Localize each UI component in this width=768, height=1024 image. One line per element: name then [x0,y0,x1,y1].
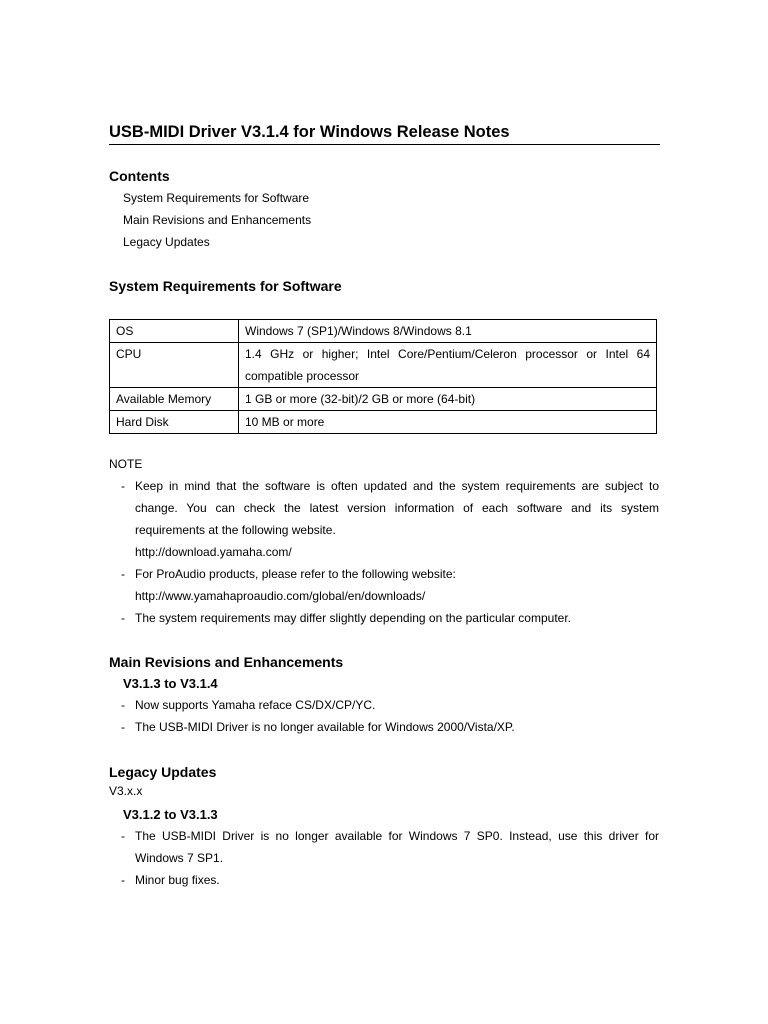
toc-item-legacy-updates[interactable]: Legacy Updates [123,235,210,249]
contents-heading: Contents [109,168,170,184]
text-line: For ProAudio products, please refer to the following website: [135,567,456,581]
cell-line: 10 MB or more [245,415,325,429]
text-line: Windows 7 SP1. [135,851,224,865]
note-item [109,475,659,563]
text-line: The USB-MIDI Driver is no longer available for Windows 7 SP0. Instead, use this driver for [135,829,659,843]
bullet-dash: - [121,873,125,887]
table-cell-key: OS [110,320,239,343]
system-requirements-table [109,319,657,434]
note-item [109,563,659,607]
table-cell-value [239,411,657,434]
legacy-item [109,825,659,869]
revision-item [109,716,659,738]
table-cell-value [239,343,657,388]
proaudio-link[interactable]: http://www.yamahaproaudio.com/global/en/downloads/ [135,589,426,603]
toc-item-main-revisions[interactable]: Main Revisions and Enhancements [123,213,312,227]
table-cell-value [239,388,657,411]
document-title: USB-MIDI Driver V3.1.4 for Windows Release Notes [109,122,660,145]
note-item [109,607,659,629]
table-row [110,411,657,434]
bullet-dash: - [121,698,125,712]
bullet-dash: - [121,479,125,493]
table-row [110,388,657,411]
toc-item-system-requirements[interactable]: System Requirements for Software [123,191,310,205]
bullet-dash: - [121,720,125,734]
text-line: Now supports Yamaha reface CS/DX/CP/YC. [135,698,376,712]
legacy-item [109,869,659,891]
text-line: change. You can check the latest version information of each software and its system [135,501,659,515]
table-cell-key: CPU [110,343,239,388]
note-item-body [135,475,659,563]
text-line: The system requirements may differ slightly depending on the particular computer. [135,611,571,625]
text-line: requirements at the following website. [135,523,336,537]
cell-line: compatible processor [245,369,360,383]
note-item-body [135,563,659,607]
revision-item-body [135,694,659,716]
table-cell-key: Available Memory [110,388,239,411]
download-link[interactable]: http://download.yamaha.com/ [135,545,292,559]
cell-line: 1.4 GHz or higher; Intel Core/Pentium/Celeron processor or Intel 64 [245,347,650,361]
bullet-dash: - [121,611,125,625]
legacy-item-body [135,825,659,869]
bullet-dash: - [121,567,125,581]
main-revisions-heading: Main Revisions and Enhancements [109,654,344,670]
note-item-body [135,607,659,629]
cell-line: Windows 7 (SP1)/Windows 8/Windows 8.1 [245,324,472,338]
legacy-version: V3.1.2 to V3.1.3 [123,807,218,822]
text-line: Keep in mind that the software is often updated and the system requirements are subject to [135,479,659,493]
table-row [110,343,657,388]
revision-item [109,694,659,716]
system-requirements-heading: System Requirements for Software [109,278,342,294]
note-label: NOTE [109,457,143,471]
legacy-item-body [135,869,659,891]
legacy-updates-heading: Legacy Updates [109,764,217,780]
table-cell-key: Hard Disk [110,411,239,434]
text-line: Minor bug fixes. [135,873,220,887]
bullet-dash: - [121,829,125,843]
table-cell-value [239,320,657,343]
main-revisions-version: V3.1.3 to V3.1.4 [123,676,218,691]
cell-line: 1 GB or more (32-bit)/2 GB or more (64-bit) [245,392,476,406]
text-line: The USB-MIDI Driver is no longer available for Windows 2000/Vista/XP. [135,720,515,734]
legacy-version-group: V3.x.x [109,784,143,798]
revision-item-body [135,716,659,738]
table-row [110,320,657,343]
